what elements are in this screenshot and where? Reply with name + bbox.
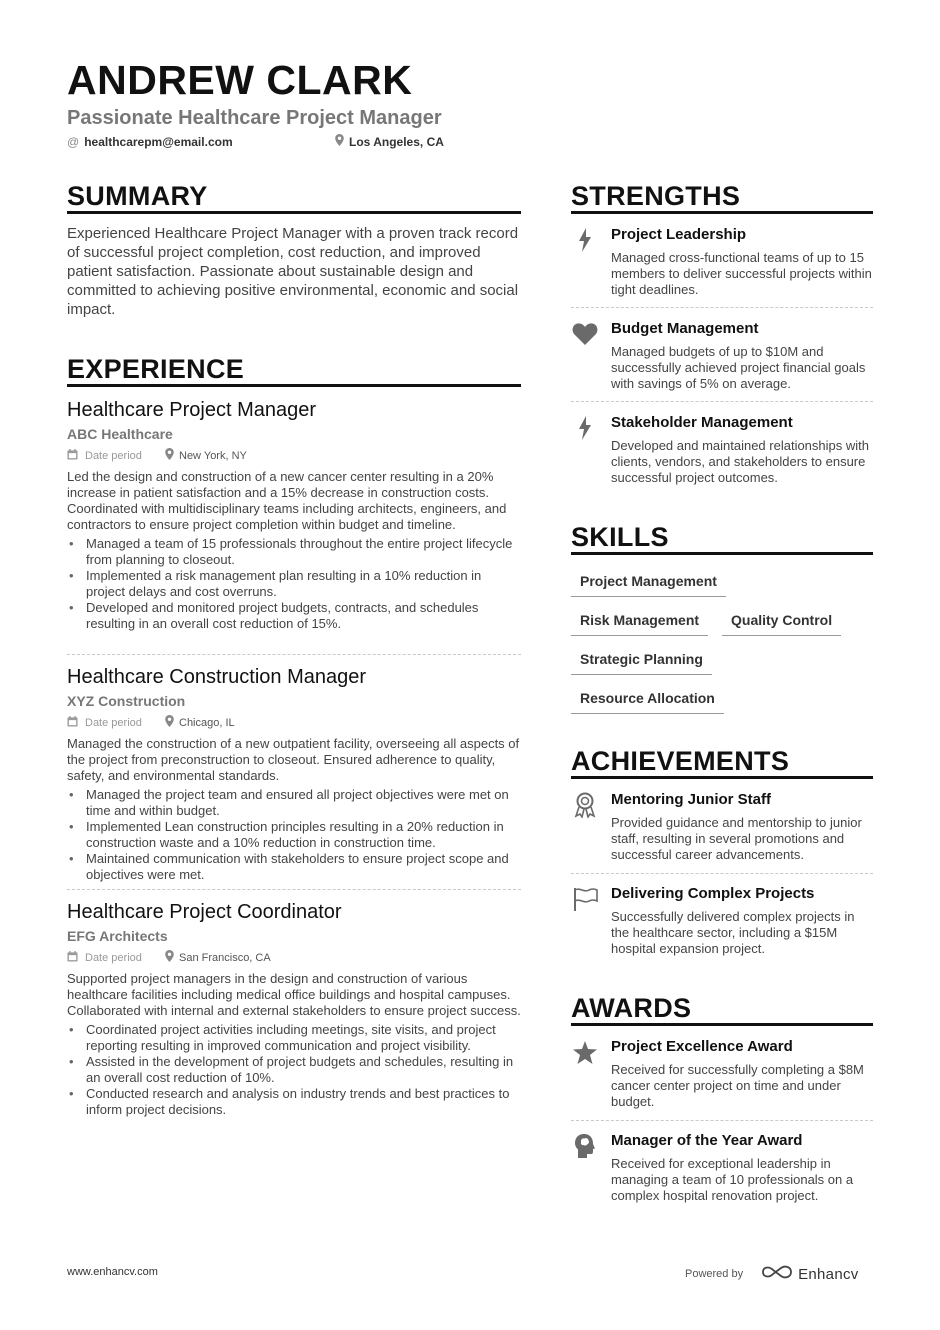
skill-tag: Strategic Planning	[571, 650, 712, 675]
strength-desc: Managed cross-functional teams of up to 15 members to deliver successful projects within tight deadlines.	[611, 250, 872, 297]
job-company: ABC Healthcare	[67, 426, 173, 442]
job-bullet: • Implemented a risk management plan resulting in a 10% reduction in project delays and cost overruns.	[67, 568, 521, 600]
job-entry	[67, 665, 521, 883]
award-ribbon-icon	[571, 791, 599, 819]
award-title: Project Excellence Award	[611, 1038, 793, 1055]
enhancv-logo-text: Enhancv	[798, 1265, 859, 1283]
job-title: Healthcare Construction Manager	[67, 666, 367, 688]
location-pin-icon	[335, 134, 344, 150]
head-brain-icon	[571, 1132, 599, 1160]
achievement-desc: Provided guidance and mentorship to junior staff, resulting in several promotions and successful career advancements.	[611, 815, 862, 862]
job-description: Managed the construction of a new outpatient facility, overseeing all aspects of the project from preconstruction to closeout. Ensured adherence to quality, safety, and environmental standards.	[67, 736, 520, 783]
location-pin-icon	[165, 715, 174, 731]
candidate-title: Passionate Healthcare Project Manager	[67, 107, 442, 129]
job-bullet: • Managed a team of 15 professionals throughout the entire project lifecycle from planning to closeout.	[67, 536, 521, 568]
award-divider	[571, 1120, 873, 1121]
location-pin-icon	[165, 950, 174, 966]
job-divider	[67, 654, 521, 655]
award-title: Manager of the Year Award	[611, 1132, 803, 1149]
experience-heading: EXPERIENCE	[67, 354, 245, 384]
skill-tag: Risk Management	[571, 611, 708, 636]
bolt-icon	[571, 414, 599, 442]
job-meta	[67, 448, 521, 464]
achievements-heading: ACHIEVEMENTS	[571, 746, 790, 776]
achievements-rule	[571, 776, 873, 779]
location-text: Los Angeles, CA	[349, 135, 444, 149]
job-date: Date period	[85, 952, 142, 964]
summary-text: Experienced Healthcare Project Manager with a proven track record of successful project completion, cost reduction, and improved patient satisfaction. Passionate about sustainable design and committed to achieving positive environmental, economic and social impact.	[67, 225, 519, 318]
job-bullets	[67, 1022, 521, 1118]
skills-rule	[571, 552, 873, 555]
strength-desc: Developed and maintained relationships with clients, vendors, and stakeholders to ensure successful project outcomes.	[611, 438, 869, 485]
enhancv-logo-icon	[761, 1264, 793, 1284]
summary-heading: SUMMARY	[67, 181, 208, 211]
job-entry	[67, 900, 521, 1118]
strength-divider	[571, 307, 873, 308]
strength-divider	[571, 401, 873, 402]
calendar-icon	[67, 716, 78, 731]
star-icon	[571, 1038, 599, 1066]
location-pin-icon	[165, 448, 174, 464]
job-bullet: • Implemented Lean construction principles resulting in a 20% reduction in construction waste and a 10% reduction in construction time.	[67, 819, 521, 851]
job-meta	[67, 950, 521, 966]
award-desc: Received for exceptional leadership in managing a team of 10 professionals on a complex hospital renovation project.	[611, 1156, 854, 1203]
enhancv-logo[interactable]	[761, 1264, 858, 1284]
skill-tag: Quality Control	[722, 611, 841, 636]
achievement-title: Mentoring Junior Staff	[611, 791, 771, 808]
strength-desc: Managed budgets of up to $10M and successfully achieved project financial goals with savings of 5% on average.	[611, 344, 866, 391]
strengths-rule	[571, 211, 873, 214]
job-description: Supported project managers in the design and construction of various healthcare facilities including medical office buildings and hospital campuses. Collaborated with internal and external stakeholders to ensure project success.	[67, 971, 521, 1018]
job-bullets	[67, 787, 521, 883]
job-divider	[67, 889, 521, 890]
job-meta	[67, 715, 521, 731]
experience-rule	[67, 384, 521, 387]
skill-tag: Resource Allocation	[571, 689, 724, 714]
job-bullets	[67, 536, 521, 632]
job-bullet: • Developed and monitored project budgets, contracts, and schedules resulting in an overall cost reduction of 15%.	[67, 600, 521, 632]
job-bullet: • Conducted research and analysis on industry trends and best practices to inform project decisions.	[67, 1086, 521, 1118]
job-title: Healthcare Project Manager	[67, 399, 317, 421]
skills-heading: SKILLS	[571, 522, 669, 552]
job-bullet: • Managed the project team and ensured all project objectives were met on time and within budget.	[67, 787, 521, 819]
strength-item	[571, 414, 873, 494]
achievement-item	[571, 885, 873, 965]
at-icon: @	[67, 135, 80, 149]
heart-icon	[571, 320, 599, 348]
footer-powered-by	[685, 1264, 859, 1284]
job-location: San Francisco, CA	[179, 952, 271, 964]
job-location: Chicago, IL	[179, 717, 235, 729]
achievement-item	[571, 791, 873, 871]
calendar-icon	[67, 449, 78, 464]
job-description: Led the design and construction of a new cancer center resulting in a 20% increase in patient satisfaction and a 15% decrease in construction costs. Coordinated with multidisciplinary teams including architects, engineers, and contractors to ensure project completion within budget and timeline.	[67, 469, 507, 532]
footer-website-link[interactable]: www.enhancv.com	[67, 1266, 158, 1278]
summary-rule	[67, 211, 521, 214]
job-bullet: • Assisted in the development of project budgets and schedules, resulting in an overall cost reduction of 10%.	[67, 1054, 521, 1086]
powered-by-label: Powered by	[685, 1268, 744, 1280]
job-entry	[67, 398, 521, 632]
job-company: EFG Architects	[67, 928, 168, 944]
strength-title: Stakeholder Management	[611, 414, 793, 431]
email-text: healthcarepm@email.com	[84, 135, 233, 149]
achievement-desc: Successfully delivered complex projects in the healthcare sector, including a $15M hospital expansion project.	[611, 909, 855, 956]
bolt-icon	[571, 226, 599, 254]
strengths-heading: STRENGTHS	[571, 181, 741, 211]
awards-rule	[571, 1023, 873, 1026]
award-item	[571, 1038, 873, 1118]
contact-email[interactable]	[67, 134, 233, 150]
achievement-divider	[571, 873, 873, 874]
job-date: Date period	[85, 717, 142, 729]
job-location: New York, NY	[179, 450, 247, 462]
strength-item	[571, 226, 873, 306]
flag-icon	[571, 885, 599, 913]
award-item	[571, 1132, 873, 1212]
job-company: XYZ Construction	[67, 693, 186, 709]
candidate-name: ANDREW CLARK	[67, 57, 413, 103]
strength-item	[571, 320, 873, 400]
award-desc: Received for successfully completing a $8M cancer center project on time and under budget.	[611, 1062, 864, 1109]
strength-title: Project Leadership	[611, 226, 747, 243]
job-bullet: • Coordinated project activities including meetings, site visits, and project reporting resulting in improved communication and project visibility.	[67, 1022, 521, 1054]
job-date: Date period	[85, 450, 142, 462]
job-bullet: • Maintained communication with stakeholders to ensure project scope and objectives were met.	[67, 851, 521, 883]
skill-tag: Project Management	[571, 572, 726, 597]
strength-title: Budget Management	[611, 320, 759, 337]
awards-heading: AWARDS	[571, 993, 692, 1023]
achievement-title: Delivering Complex Projects	[611, 885, 815, 902]
contact-location	[335, 134, 444, 150]
job-title: Healthcare Project Coordinator	[67, 901, 342, 923]
calendar-icon	[67, 951, 78, 966]
